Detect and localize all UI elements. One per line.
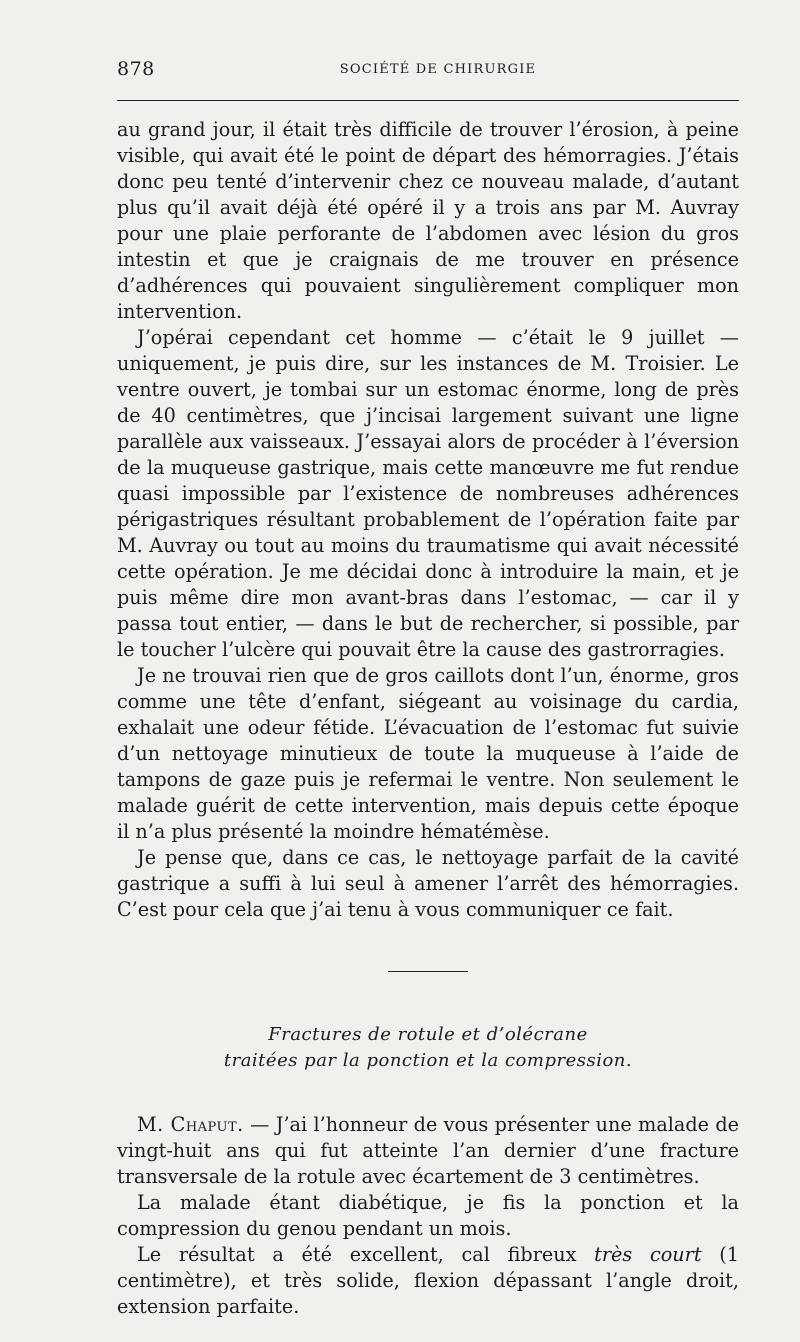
paragraph: Je pense que, dans ce cas, le nettoyage parfait de la cavité gastrique a suffi à lui seul à amener l’arrêt des hémorragies. C’est pour cela que j’ai tenu à vous communiquer ce fait. — [117, 846, 739, 921]
section-separator — [388, 971, 468, 972]
paragraph: au grand jour, il était très difficile de trouver l’érosion, à peine visible, qui avait été le point de départ des hémorragies. J’étais donc peu tenté d’intervenir chez ce nouveau malade, d’autant plus qu’il avait déjà été opéré il y a trois ans par M. Auvray pour une plaie perforante de l’abdomen avec lésion du gros intestin et que je craignais de me trouver en présence d’adhérences qui pouvaient singulièrement compliquer mon intervention. — [117, 118, 739, 323]
italic-phrase: très court — [594, 1243, 702, 1266]
section-title-line-2: traitées par la ponction et la compression. — [223, 1050, 633, 1071]
main-text — [117, 117, 739, 923]
book-page — [117, 58, 739, 1320]
page-number: 878 — [117, 58, 155, 80]
paragraph: J’opérai cependant cet homme — c’était le 9 juillet — uniquement, je puis dire, sur les instances de M. Troisier. Le ventre ouvert, je tombai sur un estomac énorme, long de près de 40 centimètres, que j’incisai largement suivant une ligne parallèle aux vaisseaux. J’essayai alors de procéder à l’éversion de la muqueuse gastrique, mais cette manœuvre me fut rendue quasi impossible par l’existence de nombreuses adhérences périgastriques résultant probablement de l’opération faite par M. Auvray ou tout au moins du traumatisme qui avait nécessité cette opération. Je me décidai donc à introduire la main, et je puis même dire mon avant-bras dans l’estomac, — car il y passa tout entier, — dans le but de rechercher, si possible, par le toucher l’ulcère qui pouvait être la cause des gastrorragies. — [117, 326, 739, 661]
header-rule — [117, 100, 739, 101]
paragraph — [117, 1242, 739, 1320]
page-header — [117, 58, 739, 88]
paragraph-text: (1 centimètre), et très solide, flexion dépassant l’angle droit, extension parfaite. — [117, 1243, 739, 1318]
paragraph-text: Le résultat a été excellent, cal fibreux — [137, 1243, 595, 1266]
paragraph — [117, 1112, 739, 1190]
paragraph: La malade étant diabétique, je fis la ponction et la compression du genou pendant un mois. — [117, 1191, 739, 1240]
paragraph-text: — J’ai l’honneur de vous présenter une malade de vingt-huit ans qui fut atteinte l’an dernier d’une fracture transversale de la rotule avec écartement de 3 centimètres. — [117, 1113, 740, 1188]
speaker-name: M. Chaput. — [137, 1113, 244, 1136]
running-head: SOCIÉTÉ DE CHIRURGIE — [339, 62, 537, 77]
section-title-line-1: Fractures de rotule et d’olécrane — [268, 1024, 588, 1045]
section-body — [117, 1112, 739, 1320]
section-title — [117, 1022, 739, 1074]
paragraph: Je ne trouvai rien que de gros caillots dont l’un, énorme, gros comme une tête d’enfant, siégeant au voisinage du cardia, exhalait une odeur fétide. L’évacuation de l’estomac fut suivie d’un nettoyage minutieux de toute la muqueuse à l’aide de tampons de gaze puis je refermai le ventre. Non seulement le malade guérit de cette intervention, mais depuis cette époque il n’a plus présenté la moindre hématémèse. — [117, 664, 739, 843]
